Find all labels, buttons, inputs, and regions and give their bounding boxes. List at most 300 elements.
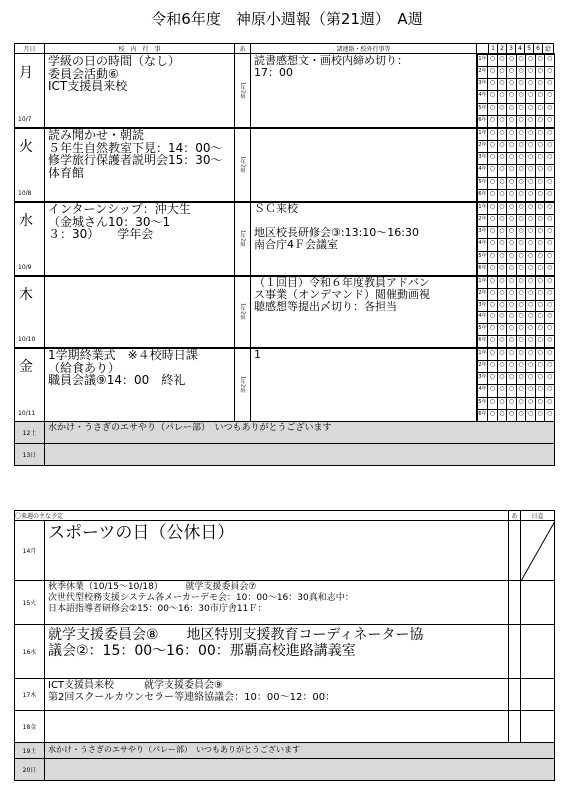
sun-label: 13日 — [15, 444, 45, 466]
period-mark: ○ — [497, 312, 507, 324]
day-cell — [15, 276, 45, 349]
period-grid-cell — [477, 202, 555, 277]
period-mark: ○ — [488, 177, 498, 189]
day-row — [14, 127, 555, 203]
period-mark: ○ — [535, 312, 545, 324]
period-mark: ○ — [507, 67, 517, 79]
period-mark: ○ — [497, 79, 507, 91]
period-mark: ○ — [545, 300, 555, 312]
period-header: 3 — [507, 44, 516, 54]
period-mark: ○ — [507, 324, 517, 336]
period-mark: ○ — [516, 215, 526, 227]
period-label: 1年 — [478, 129, 488, 141]
sat-label: 12土 — [15, 422, 45, 444]
period-label: 6年 — [478, 336, 488, 348]
period-mark: ○ — [545, 277, 555, 289]
period-mark: ○ — [535, 336, 545, 348]
period-mark: ○ — [507, 189, 517, 201]
period-mark: ○ — [545, 165, 555, 177]
period-label: 4年 — [478, 312, 488, 324]
period-mark: ○ — [526, 373, 536, 385]
next-date-label: 19土 — [15, 743, 45, 759]
period-mark: ○ — [545, 215, 555, 227]
sat-text: 水かけ・うさぎのエサやり（パレー部） いつもありがとうございます — [45, 422, 555, 444]
period-mark: ○ — [488, 277, 498, 289]
period-mark: ○ — [526, 227, 536, 239]
period-mark: ○ — [545, 153, 555, 165]
period-mark: ○ — [545, 409, 555, 421]
period-mark: ○ — [488, 239, 498, 251]
period-mark: ○ — [507, 373, 517, 385]
period-label: 3年 — [478, 153, 488, 165]
day-date: 10/10 — [18, 336, 36, 343]
period-mark: ○ — [545, 177, 555, 189]
period-mark: ○ — [507, 91, 517, 103]
period-label: 3年 — [478, 373, 488, 385]
day-cell — [15, 348, 45, 423]
period-mark: ○ — [497, 277, 507, 289]
period-mark: ○ — [526, 153, 536, 165]
period-mark: ○ — [488, 397, 498, 409]
period-mark: ○ — [526, 361, 536, 373]
period-mark: ○ — [516, 409, 526, 421]
period-mark: ○ — [497, 67, 507, 79]
period-mark: ○ — [516, 79, 526, 91]
period-mark: ○ — [535, 203, 545, 215]
duty-diagonal — [521, 521, 555, 581]
period-label: 2年 — [478, 215, 488, 227]
period-mark: ○ — [535, 67, 545, 79]
day-target: 1年2組 — [235, 54, 251, 129]
period-mark: ○ — [497, 385, 507, 397]
period-mark: ○ — [535, 349, 545, 361]
period-mark: ○ — [545, 336, 555, 348]
next-event-text: ICT支援員来校 就学支援委員会⑨ 第2回スクールカウンセラー等連絡協議会：10：00〜12：00： — [45, 679, 509, 711]
period-mark: ○ — [507, 79, 517, 91]
period-mark: ○ — [545, 91, 555, 103]
period-mark: ○ — [526, 141, 536, 153]
period-label: 1年 — [478, 55, 488, 67]
period-mark: ○ — [545, 324, 555, 336]
period-mark: ○ — [497, 409, 507, 421]
period-mark: ○ — [516, 129, 526, 141]
period-mark: ○ — [497, 129, 507, 141]
period-mark: ○ — [497, 203, 507, 215]
period-mark: ○ — [516, 288, 526, 300]
period-label: 5年 — [478, 251, 488, 263]
day-name: 水 — [19, 213, 33, 229]
period-grid — [477, 202, 555, 276]
period-label: 5年 — [478, 177, 488, 189]
period-mark: ○ — [526, 203, 536, 215]
period-header: 6 — [534, 44, 543, 54]
next-week-duty-header: 日直 — [521, 511, 555, 521]
period-mark: ○ — [488, 227, 498, 239]
next-date-label: 18金 — [15, 711, 45, 743]
period-mark: ○ — [516, 227, 526, 239]
period-mark: ○ — [526, 91, 536, 103]
period-grid — [477, 54, 555, 128]
period-mark: ○ — [526, 288, 536, 300]
period-mark: ○ — [488, 288, 498, 300]
period-mark: ○ — [545, 251, 555, 263]
day-cell — [15, 202, 45, 277]
period-mark: ○ — [535, 129, 545, 141]
period-mark: ○ — [497, 115, 507, 127]
period-mark: ○ — [535, 165, 545, 177]
period-mark: ○ — [488, 251, 498, 263]
next-event-text: スポーツの日（公休日） — [45, 521, 509, 581]
period-mark: ○ — [526, 312, 536, 324]
period-mark: ○ — [516, 349, 526, 361]
next-event-text: 秋季休業（10/15〜10/18） 就学支援委員会⑦ 次世代型校務支援システム各メーカーデモ会：10：00〜16：30真和志中： 日本語指導者研修会②15：00〜16：30市庁舎11Ｆ： — [45, 581, 509, 625]
period-mark: ○ — [507, 251, 517, 263]
next-date-label: 16水 — [15, 625, 45, 679]
period-mark: ○ — [516, 277, 526, 289]
period-mark: ○ — [497, 215, 507, 227]
day-liaison: 読書感想文・画校内締め切り： 17：00 — [251, 54, 477, 129]
period-mark: ○ — [507, 397, 517, 409]
period-label: 4年 — [478, 91, 488, 103]
period-mark: ○ — [507, 153, 517, 165]
period-mark: ○ — [535, 263, 545, 275]
next-event-text — [45, 711, 509, 743]
day-row — [14, 201, 555, 277]
period-mark: ○ — [545, 203, 555, 215]
period-mark: ○ — [488, 79, 498, 91]
period-grid-cell — [477, 348, 555, 423]
period-mark: ○ — [535, 103, 545, 115]
period-mark: ○ — [535, 189, 545, 201]
day-cell — [15, 54, 45, 129]
period-mark: ○ — [535, 277, 545, 289]
period-mark: ○ — [526, 385, 536, 397]
period-mark: ○ — [488, 103, 498, 115]
period-mark: ○ — [507, 203, 517, 215]
period-mark: ○ — [526, 277, 536, 289]
period-mark: ○ — [507, 300, 517, 312]
period-mark: ○ — [497, 263, 507, 275]
period-mark: ○ — [507, 409, 517, 421]
period-mark: ○ — [535, 288, 545, 300]
period-mark: ○ — [488, 165, 498, 177]
period-mark: ○ — [516, 336, 526, 348]
period-mark: ○ — [535, 153, 545, 165]
day-date: 10/7 — [18, 116, 32, 123]
period-label: 2年 — [478, 67, 488, 79]
day-row — [14, 347, 555, 423]
period-mark: ○ — [488, 373, 498, 385]
day-target: 1年2組 — [235, 202, 251, 277]
period-mark: ○ — [507, 277, 517, 289]
period-mark: ○ — [488, 215, 498, 227]
period-label: 6年 — [478, 263, 488, 275]
day-liaison: （１回目）令和６年度教員アドバン ス事業（オンデマンド）閲催動画視 聴感想等提出〆切り：各担当 — [251, 276, 477, 349]
period-mark: ○ — [526, 165, 536, 177]
period-mark: ○ — [526, 103, 536, 115]
period-mark: ○ — [526, 177, 536, 189]
period-mark: ○ — [545, 312, 555, 324]
day-row — [14, 275, 555, 349]
sat-row — [14, 421, 555, 444]
period-mark: ○ — [488, 189, 498, 201]
period-mark: ○ — [507, 349, 517, 361]
period-mark: ○ — [545, 227, 555, 239]
period-mark: ○ — [516, 239, 526, 251]
day-target: 1年2組 — [235, 128, 251, 203]
period-grid-cell — [477, 128, 555, 203]
period-grid — [477, 276, 555, 348]
next-event-text — [45, 759, 555, 781]
period-mark: ○ — [545, 373, 555, 385]
period-mark: ○ — [516, 263, 526, 275]
period-header: 5 — [525, 44, 534, 54]
target-header: あ — [235, 44, 251, 54]
period-mark: ○ — [516, 397, 526, 409]
period-mark: ○ — [488, 55, 498, 67]
period-mark: ○ — [516, 55, 526, 67]
period-mark: ○ — [526, 263, 536, 275]
period-mark: ○ — [488, 361, 498, 373]
period-mark: ○ — [526, 215, 536, 227]
period-mark: ○ — [526, 349, 536, 361]
period-mark: ○ — [488, 336, 498, 348]
period-mark: ○ — [516, 91, 526, 103]
period-label: 3年 — [478, 300, 488, 312]
period-mark: ○ — [488, 385, 498, 397]
period-mark: ○ — [507, 227, 517, 239]
period-label: 3年 — [478, 227, 488, 239]
period-header: 給 — [543, 44, 554, 54]
period-mark: ○ — [507, 129, 517, 141]
period-mark: ○ — [545, 103, 555, 115]
period-mark: ○ — [488, 153, 498, 165]
sun-text — [45, 444, 555, 466]
period-mark: ○ — [497, 189, 507, 201]
period-label: 5年 — [478, 324, 488, 336]
next-date-label: 17木 — [15, 679, 45, 711]
period-mark: ○ — [545, 263, 555, 275]
period-mark: ○ — [488, 141, 498, 153]
period-mark: ○ — [507, 312, 517, 324]
period-mark: ○ — [488, 263, 498, 275]
period-mark: ○ — [516, 177, 526, 189]
period-mark: ○ — [507, 115, 517, 127]
period-mark: ○ — [545, 349, 555, 361]
period-mark: ○ — [488, 349, 498, 361]
period-mark: ○ — [535, 397, 545, 409]
day-date: 10/8 — [18, 190, 32, 197]
period-mark: ○ — [488, 67, 498, 79]
period-mark: ○ — [535, 215, 545, 227]
period-mark: ○ — [497, 91, 507, 103]
day-cell — [15, 128, 45, 203]
day-events: 学級の日の時間（なし） 委員会活動⑥ ICT支援員来校 — [45, 54, 235, 129]
period-mark: ○ — [507, 263, 517, 275]
period-mark: ○ — [535, 385, 545, 397]
liaison-header: 諸連絡・校外行事等 — [251, 44, 477, 54]
day-liaison: 1 — [251, 348, 477, 423]
period-label: 6年 — [478, 409, 488, 421]
header-row — [15, 44, 554, 54]
period-mark: ○ — [497, 251, 507, 263]
day-liaison: ＳＣ来校 地区校長研修会③:13:10〜16:30 南合庁4Ｆ会議室 — [251, 202, 477, 277]
period-mark: ○ — [526, 115, 536, 127]
period-mark: ○ — [526, 397, 536, 409]
period-mark: ○ — [497, 397, 507, 409]
period-mark: ○ — [535, 79, 545, 91]
period-mark: ○ — [507, 239, 517, 251]
period-mark: ○ — [535, 55, 545, 67]
period-mark: ○ — [535, 115, 545, 127]
period-mark: ○ — [535, 251, 545, 263]
period-mark: ○ — [516, 385, 526, 397]
period-mark: ○ — [507, 141, 517, 153]
day-events — [45, 276, 235, 349]
period-mark: ○ — [535, 300, 545, 312]
period-mark: ○ — [526, 189, 536, 201]
period-mark: ○ — [507, 103, 517, 115]
period-mark: ○ — [545, 397, 555, 409]
events-header: 校 内 行 事 — [45, 44, 235, 54]
period-mark: ○ — [516, 373, 526, 385]
period-mark: ○ — [545, 67, 555, 79]
period-label: 6年 — [478, 189, 488, 201]
period-mark: ○ — [526, 336, 536, 348]
period-mark: ○ — [526, 67, 536, 79]
day-name: 月 — [19, 65, 33, 81]
period-mark: ○ — [516, 251, 526, 263]
period-mark: ○ — [535, 227, 545, 239]
period-mark: ○ — [488, 129, 498, 141]
period-mark: ○ — [497, 227, 507, 239]
period-mark: ○ — [516, 103, 526, 115]
period-mark: ○ — [497, 239, 507, 251]
period-mark: ○ — [535, 177, 545, 189]
period-label: 2年 — [478, 361, 488, 373]
day-date: 10/11 — [18, 410, 36, 417]
period-mark: ○ — [535, 141, 545, 153]
day-target: 1年2組 — [235, 348, 251, 423]
period-label: 1年 — [478, 203, 488, 215]
day-events: 1学期終業式 ※４校時日課 （給食あり） 職員会議⑨14：00 終礼 — [45, 348, 235, 423]
period-mark: ○ — [507, 177, 517, 189]
day-liaison — [251, 128, 477, 203]
period-mark: ○ — [526, 55, 536, 67]
period-mark: ○ — [488, 91, 498, 103]
period-mark: ○ — [507, 361, 517, 373]
period-mark: ○ — [507, 165, 517, 177]
sun-row — [14, 443, 555, 466]
period-mark: ○ — [497, 103, 507, 115]
period-mark: ○ — [516, 153, 526, 165]
page-title: 令和6年度 神原小週報（第21週） A週 — [151, 10, 423, 28]
next-week-heading: 〇来週の主な予定 — [15, 511, 509, 521]
day-row — [14, 53, 555, 129]
period-mark: ○ — [497, 349, 507, 361]
next-date-label: 20日 — [15, 759, 45, 781]
period-mark: ○ — [516, 67, 526, 79]
period-mark: ○ — [516, 300, 526, 312]
next-date-label: 15火 — [15, 581, 45, 625]
day-target: 1年2組 — [235, 276, 251, 349]
period-header: 4 — [516, 44, 525, 54]
period-mark: ○ — [545, 55, 555, 67]
period-label: 1年 — [478, 277, 488, 289]
period-mark: ○ — [497, 153, 507, 165]
period-label: 3年 — [478, 79, 488, 91]
period-header: 1 — [489, 44, 498, 54]
period-label: 5年 — [478, 103, 488, 115]
period-mark: ○ — [507, 288, 517, 300]
period-mark: ○ — [535, 409, 545, 421]
period-mark: ○ — [497, 300, 507, 312]
period-grid — [477, 128, 555, 202]
period-mark: ○ — [497, 336, 507, 348]
period-grid-cell — [477, 54, 555, 129]
period-mark: ○ — [535, 239, 545, 251]
period-mark: ○ — [545, 385, 555, 397]
period-mark: ○ — [526, 300, 536, 312]
day-events: インターンシップ：沖大生 （金城さん10：30〜1 ３：30） 学年会 — [45, 202, 235, 277]
period-grid — [477, 348, 555, 422]
period-mark: ○ — [526, 251, 536, 263]
period-header-blank — [477, 44, 489, 54]
period-label: 6年 — [478, 115, 488, 127]
day-name: 金 — [19, 359, 33, 375]
period-mark: ○ — [535, 361, 545, 373]
period-mark: ○ — [497, 288, 507, 300]
period-mark: ○ — [507, 215, 517, 227]
next-event-text: 就学支援委員会⑧ 地区特別支援教育コーディネーター協 議会②：15：00〜16：00：那覇高校進路講義室 — [45, 625, 509, 679]
period-label: 2年 — [478, 288, 488, 300]
period-mark: ○ — [497, 165, 507, 177]
period-mark: ○ — [516, 165, 526, 177]
period-mark: ○ — [497, 55, 507, 67]
day-name: 木 — [19, 287, 33, 303]
period-mark: ○ — [488, 300, 498, 312]
period-mark: ○ — [545, 288, 555, 300]
period-mark: ○ — [545, 189, 555, 201]
period-mark: ○ — [526, 239, 536, 251]
period-mark: ○ — [488, 312, 498, 324]
period-mark: ○ — [545, 239, 555, 251]
period-mark: ○ — [526, 324, 536, 336]
period-mark: ○ — [507, 55, 517, 67]
period-header: 2 — [498, 44, 507, 54]
period-mark: ○ — [535, 91, 545, 103]
day-name: 火 — [19, 139, 33, 155]
period-mark: ○ — [488, 203, 498, 215]
period-mark: ○ — [516, 203, 526, 215]
next-week-table — [14, 510, 555, 781]
period-label: 4年 — [478, 239, 488, 251]
period-mark: ○ — [526, 409, 536, 421]
period-mark: ○ — [545, 141, 555, 153]
period-mark: ○ — [497, 361, 507, 373]
period-mark: ○ — [497, 324, 507, 336]
period-mark: ○ — [497, 141, 507, 153]
period-mark: ○ — [507, 336, 517, 348]
period-label: 1年 — [478, 349, 488, 361]
next-date-label: 14月 — [15, 521, 45, 581]
period-label: 5年 — [478, 397, 488, 409]
period-mark: ○ — [535, 373, 545, 385]
period-mark: ○ — [545, 79, 555, 91]
date-header: 月日 — [15, 44, 45, 54]
period-mark: ○ — [516, 361, 526, 373]
period-label: 2年 — [478, 141, 488, 153]
